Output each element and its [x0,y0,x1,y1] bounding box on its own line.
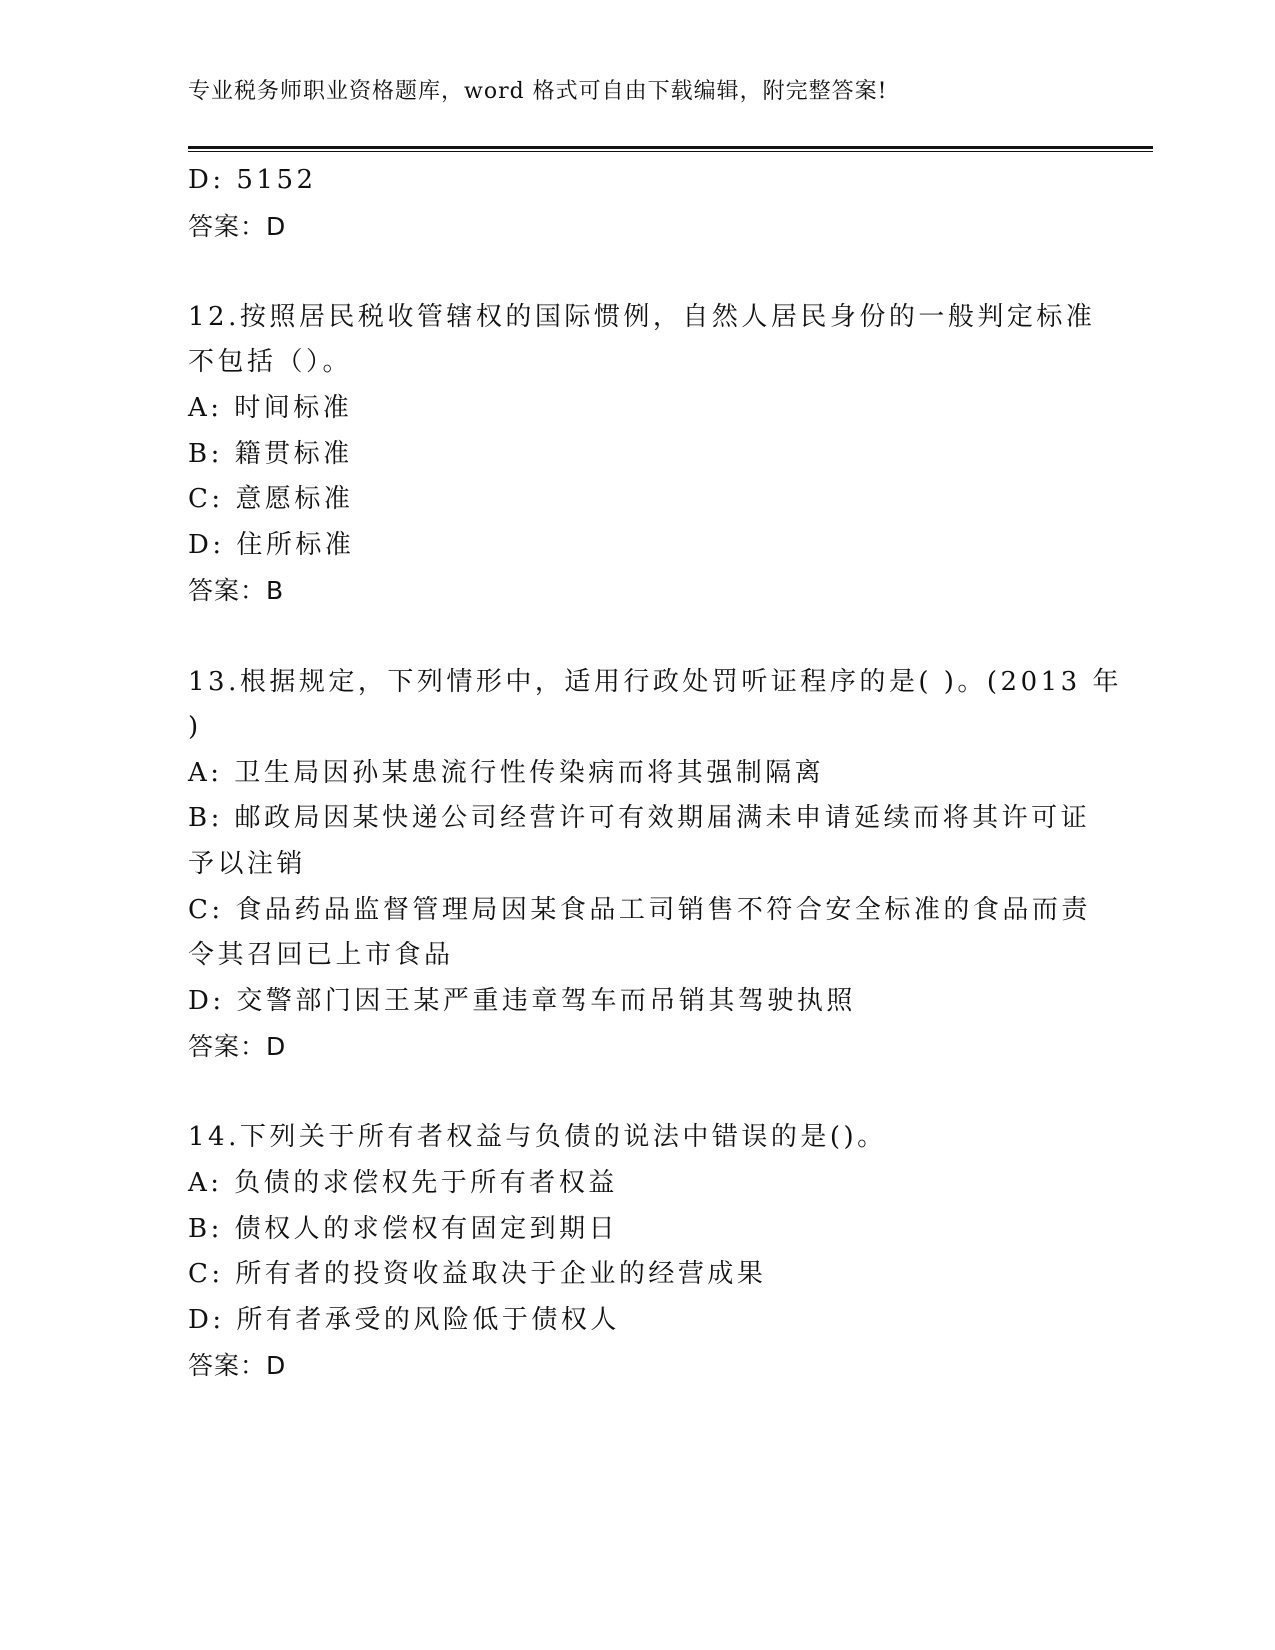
question-12 [188,295,1096,614]
question-14 [188,1115,1088,1389]
question-13 [188,660,1122,1070]
q13-option-c-line2: 令其召回已上市食品 [188,940,454,971]
spacer [188,614,1088,660]
q12-option-b: B: 籍贯标准 [188,438,353,469]
q12-answer: 答案：B [188,576,285,606]
q12-stem-line1: 12.按照居民税收管辖权的国际惯例，自然人居民身份的一般判定标准 [188,301,1096,332]
q14-stem: 14.下列关于所有者权益与负债的说法中错误的是()。 [188,1122,887,1153]
prev-answer: 答案：D [188,211,287,241]
prev-option-d: D: 5152 [188,165,317,195]
q13-stem-line2: ) [188,712,202,743]
q13-option-b-line2: 予以注销 [188,848,307,879]
q13-option-b-line1: B: 邮政局因某快递公司经营许可有效期届满未申请延续而将其许可证 [188,803,1091,834]
header-rule-thick [188,146,1153,149]
q13-option-d: D: 交警部门因王某严重违章驾车而吊销其驾驶执照 [188,985,856,1016]
q13-stem-line1: 13.根据规定，下列情形中，适用行政处罚听证程序的是( )。(2013 年 [188,666,1122,697]
q13-option-a: A: 卫生局因孙某患流行性传染病而将其强制隔离 [188,757,825,788]
q12-stem-line2: 不包括（）。 [188,347,353,378]
q12-option-c: C: 意愿标准 [188,484,354,515]
q14-answer: 答案：D [188,1351,287,1381]
spacer [188,249,1088,295]
spacer [188,1070,1088,1116]
q14-option-a: A: 负债的求偿权先于所有者权益 [188,1168,618,1199]
header-rule-thin [188,151,1153,152]
q13-option-c-line1: C: 食品药品监督管理局因某食品工司销售不符合安全标准的食品而责 [188,894,1091,925]
question-content [188,158,1122,1389]
q12-option-a: A: 时间标准 [188,392,353,423]
page-header: 专业税务师职业资格题库，word 格式可自由下载编辑，附完整答案! [188,79,888,104]
q13-answer: 答案：D [188,1032,287,1062]
q14-option-b: B: 债权人的求偿权有固定到期日 [188,1213,619,1244]
q14-option-c: C: 所有者的投资收益取决于企业的经营成果 [188,1259,767,1290]
q12-option-d: D: 住所标准 [188,529,355,560]
q14-option-d: D: 所有者承受的风险低于债权人 [188,1304,620,1335]
